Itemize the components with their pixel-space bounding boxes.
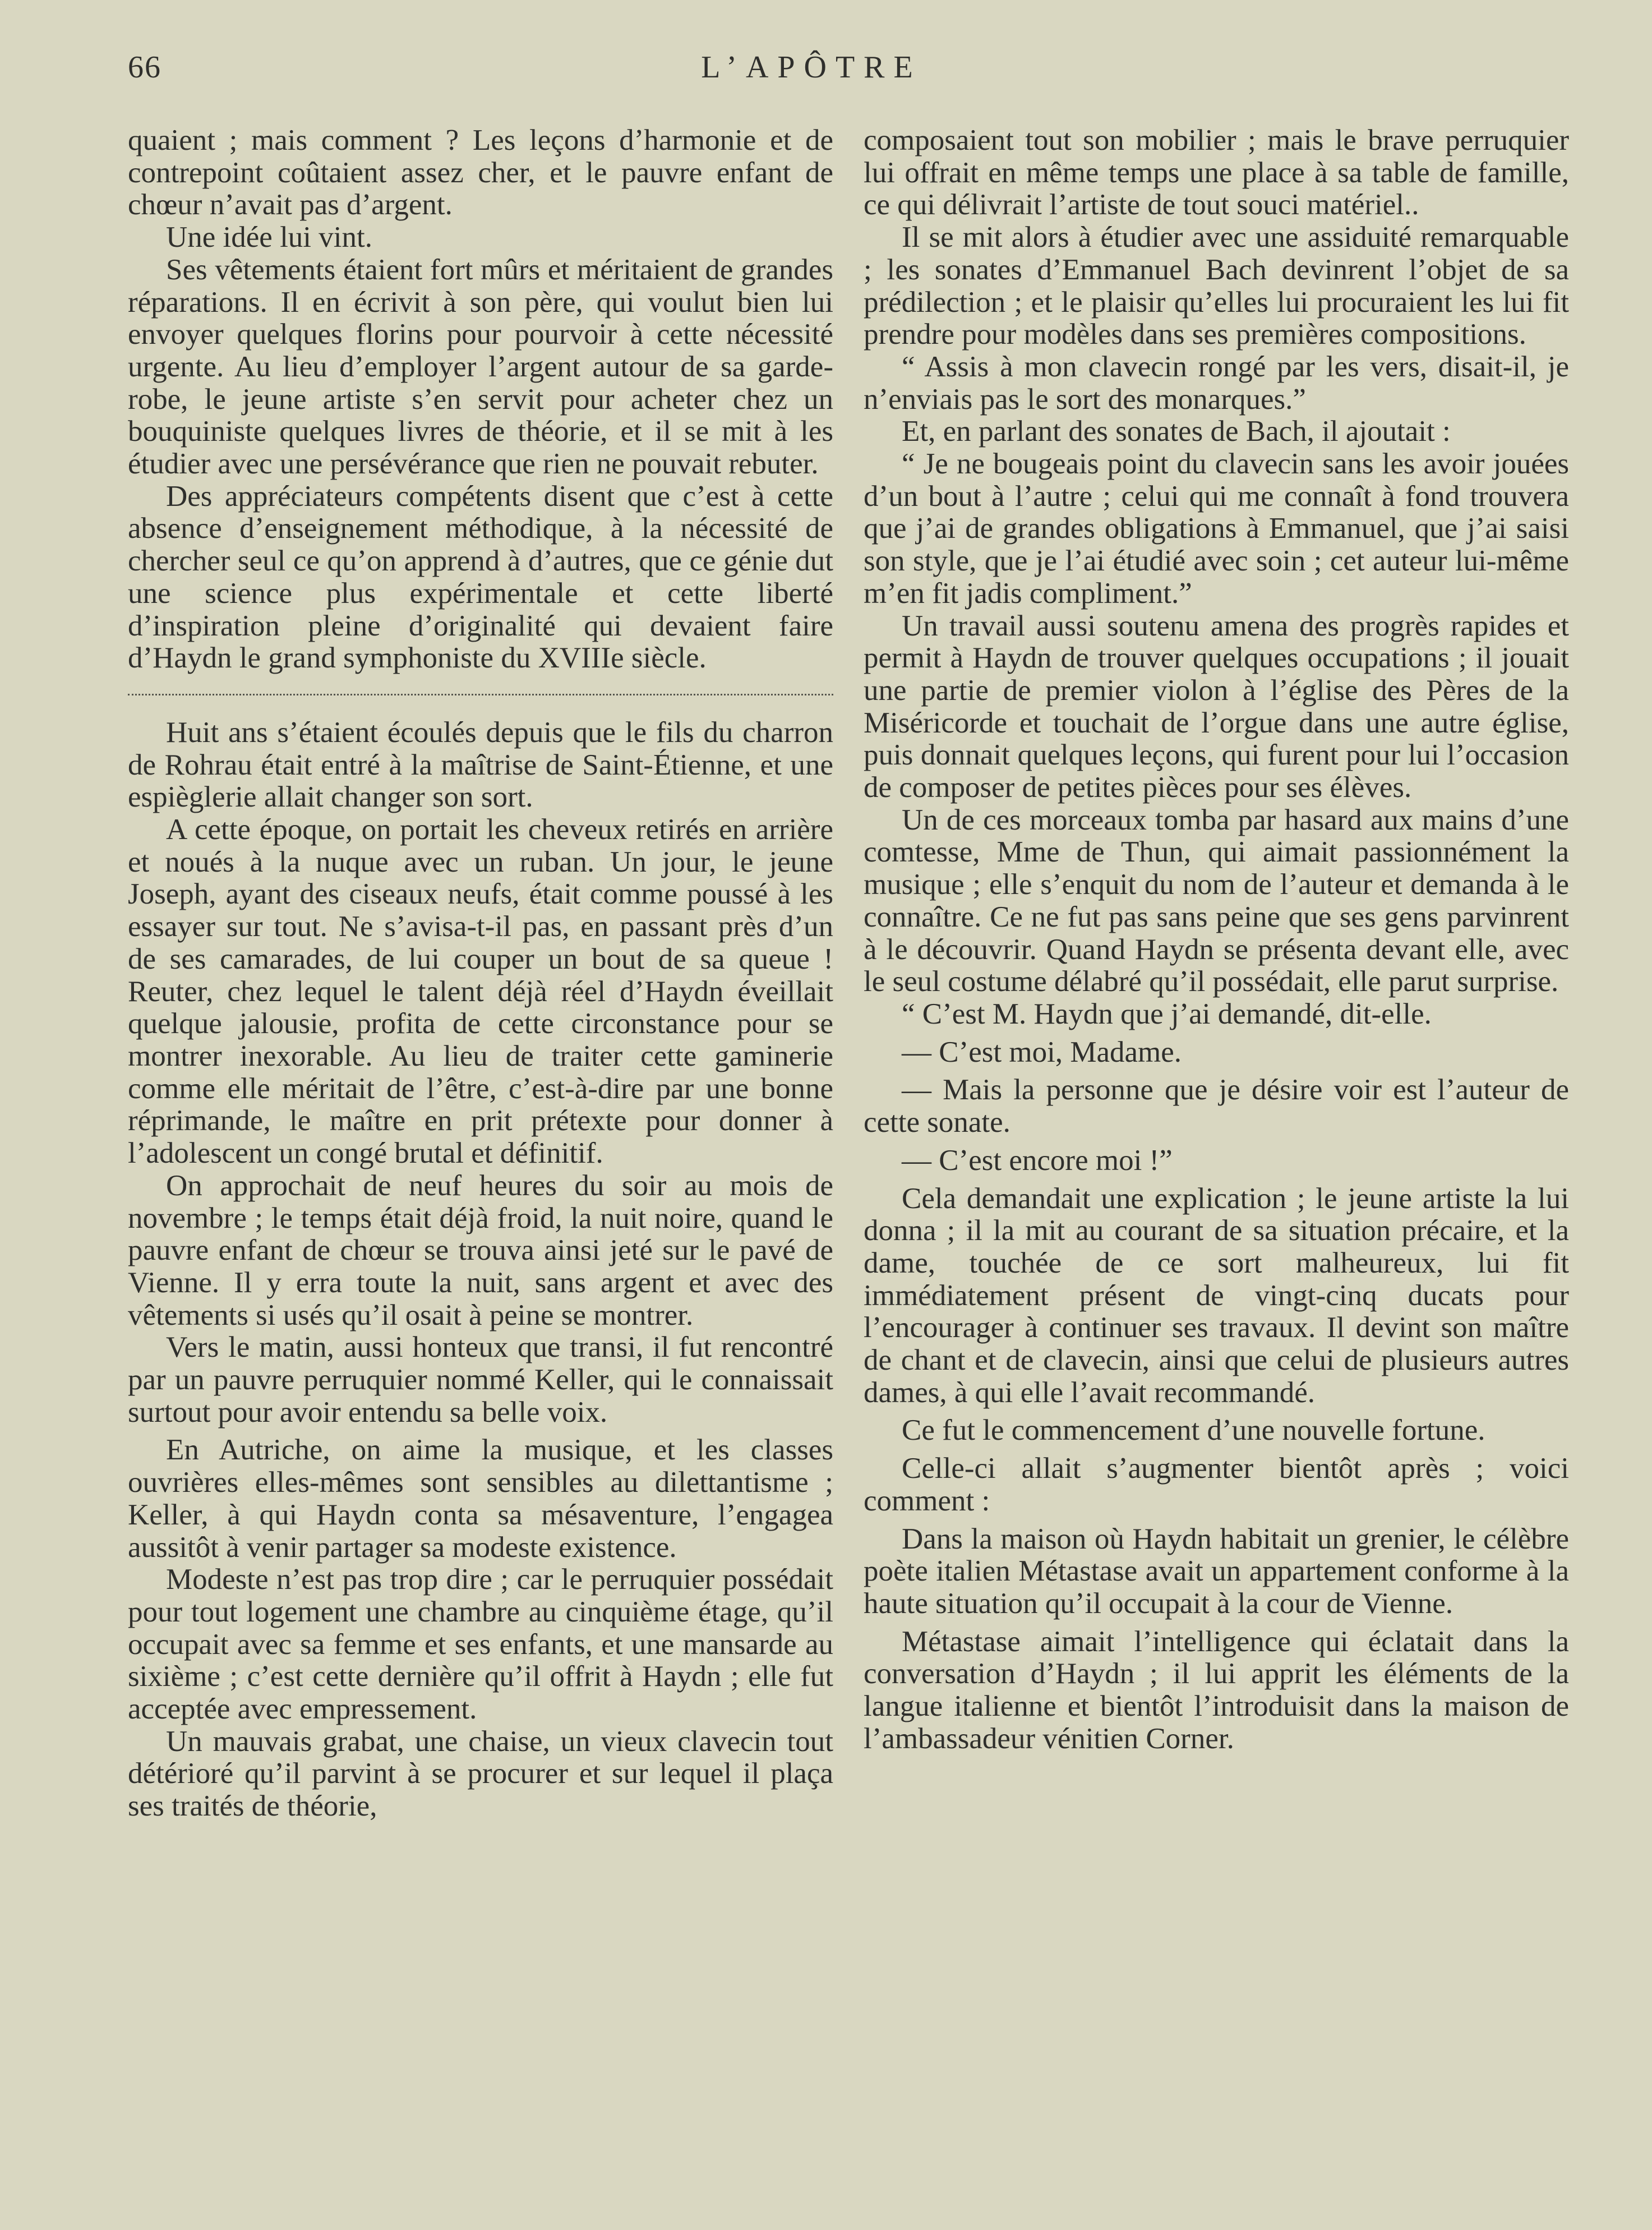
paragraph: Vers le matin, aussi honteux que transi, il fut rencontré par un pauvre perruquier nommé Keller, qui le connaissait surtout pour avoir entendu sa belle voix. [128, 1331, 833, 1429]
running-title: L’APÔTRE [701, 50, 922, 85]
paragraph: “ Assis à mon clavecin rongé par les vers, disait-il, je n’enviais pas le sort des monarques.” [864, 350, 1569, 416]
paragraph: A cette époque, on portait les cheveux retirés en arrière et noués à la nuque avec un ruban. Un jour, le jeune Joseph, ayant des ciseaux neufs, était comme poussé à les essayer sur tout. Ne s’avisa-t-il pas, en passant près d’un de ses camarades, de lui couper un bout de sa queue ! Reuter, chez lequel le talent déjà réel d’Haydn éveillait quelque jalousie, profita de cette circonstance pour se montrer inexorable. Au lieu de traiter cette gaminerie comme elle méritait de l’être, c’est-à-dire par une bonne réprimande, le maître en prit prétexte pour donner à l’adolescent un congé brutal et définitif. [128, 813, 833, 1170]
paragraph: Des appréciateurs compétents disent que c’est à cette absence d’enseignement méthodique, à la nécessité de chercher seul ce qu’on apprend à d’autres, que ce génie dut une science plus expérimentale et cette liberté d’inspiration pleine d’originalité qui devaient faire d’Haydn le grand symphoniste du XVIIIe siècle. [128, 480, 833, 675]
paragraph: En Autriche, on aime la musique, et les classes ouvrières elles-mêmes sont sensibles au dilettantisme ; Keller, à qui Haydn conta sa mésaventure, l’engagea aussitôt à venir partager sa modeste existence. [128, 1434, 833, 1564]
paragraph: “ C’est M. Haydn que j’ai demandé, dit-elle. [902, 997, 1432, 1030]
paragraph: Un de ces morceaux tomba par hasard aux mains d’une comtesse, Mme de Thun, qui aimait passionnément la musique ; elle s’enquit du nom de l’auteur et demanda à le connaître. Ce ne fut pas sans peine que ses gens parvinrent à le découvrir. Quand Haydn se présenta devant elle, avec le seul costume délabré qu’il possédait, elle parut surprise. [864, 803, 1569, 998]
paragraph: On approchait de neuf heures du soir au mois de novembre ; le temps était déjà froid, la nuit noire, quand le pauvre enfant de chœur se trouva ainsi jeté sur le pavé de Vienne. Il y erra toute la nuit, sans argent et avec des vêtements si usés qu’il osait à peine se montrer. [128, 1169, 833, 1331]
paragraph: Ses vêtements étaient fort mûrs et méritaient de grandes réparations. Il en écrivit à son père, qui voulut bien lui envoyer quelques florins pour pourvoir à cette nécessité urgente. Au lieu d’employer l’argent autour de sa garde-robe, le jeune artiste s’en servit pour acheter chez un bouquiniste quelques livres de théorie, et il se mit à les étudier avec une persévérance que rien ne pouvait rebuter. [128, 253, 833, 481]
paragraph: composaient tout son mobilier ; mais le brave perruquier lui offrait en même temps une place à sa table de famille, ce qui délivrait l’artiste de tout souci matériel.. [864, 124, 1569, 222]
paragraph: Cela demandait une explication ; le jeune artiste la lui donna ; il la mit au courant de sa situation précaire, et la dame, touchée de ce sort malheureux, lui fit immédiatement présent de vingt-cinq ducats pour l’encourager à continuer ses travaux. Il devint son maître de chant et de clavecin, ainsi que celui de plusieurs autres dames, à qui elle l’avait recommandé. [864, 1182, 1569, 1409]
paragraph: Un mauvais grabat, une chaise, un vieux clavecin tout détérioré qu’il parvint à se procurer et sur lequel il plaça ses traités de théorie, [128, 1725, 833, 1823]
paragraph: “ Je ne bougeais point du clavecin sans les avoir jouées d’un bout à l’autre ; celui qui me connaît à fond trouvera que j’ai de grandes obligations à Emmanuel, que j’ai saisi son style, que je l’ai étudié avec soin ; cet auteur lui-même m’en fit jadis compliment.” [864, 448, 1569, 610]
paragraph: Ce fut le commencement d’une nouvelle fortune. [902, 1414, 1485, 1447]
left-column [128, 125, 833, 1823]
paragraph: Une idée lui vint. [166, 221, 372, 254]
page-header [128, 49, 1562, 94]
paragraph: — Mais la personne que je désire voir est l’auteur de cette sonate. [864, 1073, 1569, 1139]
paragraph: quaient ; mais comment ? Les leçons d’harmonie et de contrepoint coûtaient assez cher, et le pauvre enfant de chœur n’avait pas d’argent. [128, 124, 833, 222]
paragraph: Il se mit alors à étudier avec une assiduité remarquable ; les sonates d’Emmanuel Bach devinrent l’objet de sa prédilection ; et le plaisir qu’elles lui procuraient les lui fit prendre pour modèles dans ses premières compositions. [864, 221, 1569, 351]
paragraph: Métastase aimait l’intelligence qui éclatait dans la conversation d’Haydn ; il lui apprit les éléments de la langue italienne et bientôt l’introduisit dans la maison de l’ambassadeur vénitien Corner. [864, 1625, 1569, 1755]
paragraph: Huit ans s’étaient écoulés depuis que le fils du charron de Rohrau était entré à la maîtrise de Saint-Étienne, et une espièglerie allait changer son sort. [128, 716, 833, 814]
paragraph: Dans la maison où Haydn habitait un grenier, le célèbre poète italien Métastase avait un appartement conforme à la haute situation qu’il occupait à la cour de Vienne. [864, 1522, 1569, 1620]
paragraph: Modeste n’est pas trop dire ; car le perruquier possédait pour tout logement une chambre au cinquième étage, qu’il occupait avec sa femme et ses enfants, et une mansarde au sixième ; c’est cette dernière qu’il offrit à Haydn ; elle fut acceptée avec empressement. [128, 1563, 833, 1726]
paragraph: Un travail aussi soutenu amena des progrès rapides et permit à Haydn de trouver quelques occupations ; il jouait une partie de premier violon à l’église des Pères de la Miséricorde et touchait de l’orgue dans une autre église, puis donnait quelques leçons, qui furent pour lui l’occasion de composer de petites pièces pour ses élèves. [864, 609, 1569, 804]
right-column [864, 125, 1569, 1755]
section-separator [128, 694, 833, 695]
paragraph: Celle-ci allait s’augmenter bientôt après ; voici comment : [864, 1452, 1569, 1517]
paragraph: — C’est encore moi !” [902, 1144, 1173, 1177]
paragraph: — C’est moi, Madame. [902, 1035, 1182, 1068]
paragraph: Et, en parlant des sonates de Bach, il ajoutait : [902, 415, 1451, 448]
page-number: 66 [128, 50, 161, 85]
